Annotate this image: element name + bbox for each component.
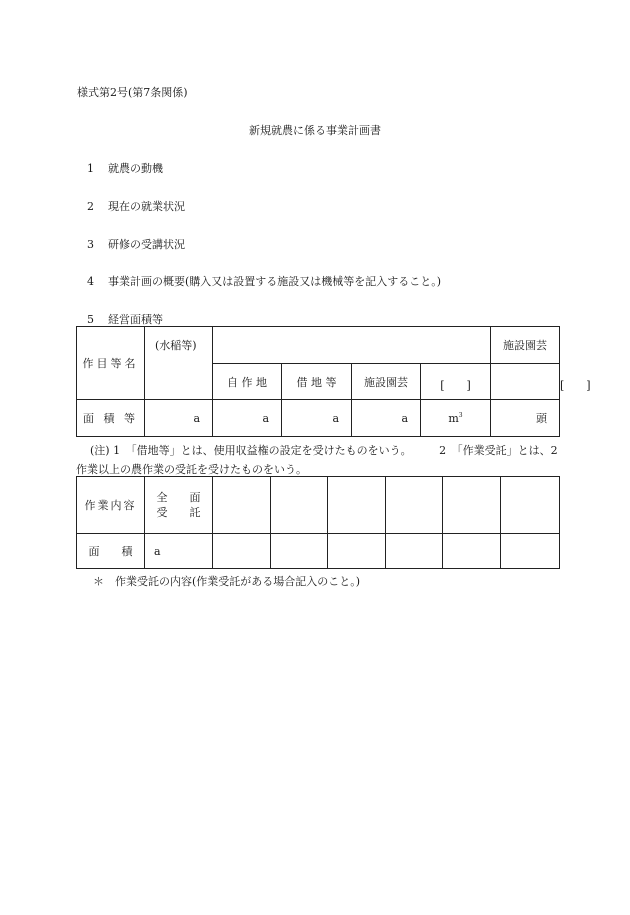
blank-cell <box>271 477 328 534</box>
blank-cell <box>501 534 560 569</box>
management-area-table <box>76 326 591 437</box>
full-contract-header <box>145 477 213 534</box>
section-text: 事業計画の概要(購入又は設置する施設又は機械等を記入すること。) <box>108 275 442 288</box>
section-text: 現在の就業状況 <box>108 200 185 213</box>
full-contract-bottom: 受 託 <box>156 506 201 519</box>
work-contract-note: ＊ 作業受託の内容(作業受託がある場合記入のこと。) <box>93 575 361 588</box>
section-4-plan-overview <box>87 273 441 289</box>
unit-superscript: 3 <box>458 411 463 419</box>
blank-cell <box>386 477 443 534</box>
area-row-header: 面 積 <box>77 534 145 569</box>
section-text: 研修の受講状況 <box>108 238 185 251</box>
form-number-label: 様式第2号(第7条関係) <box>77 86 188 99</box>
section-5-management-area <box>87 311 163 327</box>
section-text: 就農の動機 <box>108 162 163 175</box>
area-cell: a <box>145 400 213 437</box>
facility-horticulture-header: 施設園芸 <box>491 327 560 364</box>
blank-cell <box>443 477 501 534</box>
section-number: 5 <box>87 313 94 326</box>
work-content-header: 作業内容 <box>77 477 145 534</box>
facility-subheader: 施設園芸 <box>352 364 421 400</box>
section-text: 経営面積等 <box>108 313 163 326</box>
blank-cell <box>443 534 501 569</box>
blank-cell <box>271 534 328 569</box>
blank-cell <box>328 477 386 534</box>
area-cell: a <box>213 400 282 437</box>
paddy-rice-cell: (水稲等) <box>145 327 213 400</box>
blank-cell <box>213 534 271 569</box>
work-contract-table <box>76 476 560 569</box>
unit-m: m <box>448 411 459 425</box>
section-number: 4 <box>87 275 94 288</box>
area-unit-cell: a <box>145 534 213 569</box>
section-3-training <box>87 236 185 252</box>
section-number: 2 <box>87 200 94 213</box>
blank-cell <box>501 477 560 534</box>
section-number: 3 <box>87 238 94 251</box>
blank-cell <box>386 534 443 569</box>
facility-bracket: [ ] <box>440 379 471 392</box>
own-land-header: 自 作 地 <box>213 364 282 400</box>
blank-cell <box>213 477 271 534</box>
area-cell: a <box>352 400 421 437</box>
document-title: 新規就農に係る事業計画書 <box>249 124 381 137</box>
area-cell-head-count: 頭 <box>491 400 560 437</box>
livestock-bracket: [ ] <box>560 379 591 392</box>
area-cell: a <box>282 400 352 437</box>
section-1-motivation <box>87 160 163 176</box>
area-cell-sqm <box>421 400 491 437</box>
facility-bracket-cell <box>421 364 491 400</box>
table-note: (注) 1 「借地等」とは、使用収益権の設定を受けたものをいう。 2 「作業受託」とは、2作業以上の農作業の受託を受けたものをいう。 <box>76 444 558 476</box>
section-2-employment <box>87 198 185 214</box>
full-contract-top: 全 面 <box>156 491 201 504</box>
section-number: 1 <box>87 162 94 175</box>
leased-land-header: 借 地 等 <box>282 364 352 400</box>
crop-name-header: 作目等名 <box>77 327 145 400</box>
area-row-header: 面 積 等 <box>77 400 145 437</box>
blank-cell <box>328 534 386 569</box>
blank-header-cell <box>213 327 491 364</box>
